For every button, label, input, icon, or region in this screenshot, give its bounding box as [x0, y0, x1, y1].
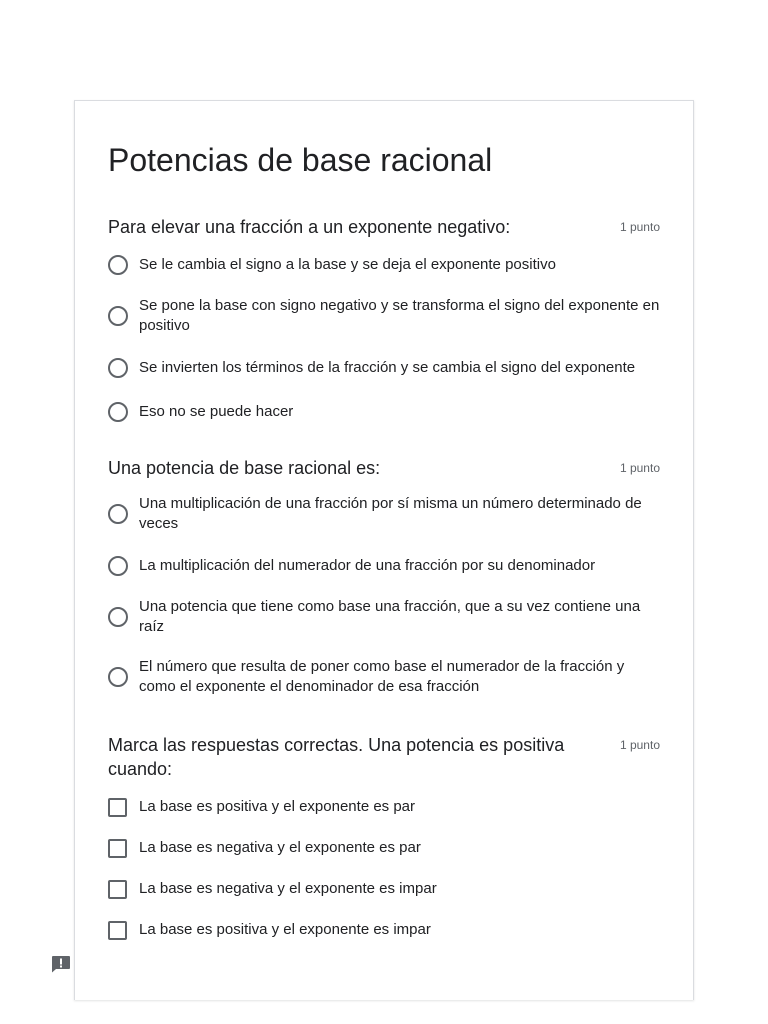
radio-option[interactable] [108, 494, 660, 534]
question-header [108, 733, 660, 781]
radio-option[interactable] [108, 597, 660, 637]
checkbox[interactable] [108, 880, 127, 899]
question-text: Una potencia de base racional es: [108, 458, 381, 478]
checkbox[interactable] [108, 839, 127, 858]
question-points: 1 punto [619, 461, 660, 475]
question-header [108, 456, 660, 480]
radio-button[interactable] [108, 402, 128, 422]
option-label: La base es negativa y el exponente es par [139, 839, 421, 856]
question-header [108, 215, 660, 239]
checkbox-option[interactable] [108, 838, 660, 858]
option-label: La multiplicación del numerador de una fracción por su denominador [139, 557, 596, 574]
question-3 [108, 733, 660, 940]
radio-button[interactable] [108, 358, 128, 378]
option-label: Eso no se puede hacer [139, 403, 294, 420]
checkbox-option[interactable] [108, 797, 660, 817]
option-label: Se le cambia el signo a la base y se deja el exponente positivo [139, 256, 556, 273]
radio-button[interactable] [108, 556, 128, 576]
option-label: Se invierten los términos de la fracción y se cambia el signo del exponente [139, 359, 636, 376]
feedback-icon[interactable] [51, 955, 71, 973]
checkbox-option[interactable] [108, 879, 660, 899]
radio-button[interactable] [108, 504, 128, 524]
form-title: Potencias de base racional [108, 142, 493, 178]
radio-option[interactable] [108, 556, 660, 576]
radio-option[interactable] [108, 358, 660, 378]
question-text: Marca las respuestas correctas. Una potencia es positiva cuando: [108, 735, 565, 779]
radio-button[interactable] [108, 306, 128, 326]
option-label: La base es positiva y el exponente es impar [139, 921, 431, 938]
question-points: 1 punto [619, 220, 660, 234]
checkbox-option[interactable] [108, 920, 660, 940]
option-label: Una potencia que tiene como base una fracción, que a su vez contiene una raíz [139, 598, 641, 635]
checkbox[interactable] [108, 798, 127, 817]
option-label: Una multiplicación de una fracción por sí misma un número determinado de veces [139, 495, 642, 532]
option-label: El número que resulta de poner como base el numerador de la fracción y como el exponente el denominador de esa fracción [139, 658, 625, 695]
option-label: La base es negativa y el exponente es impar [139, 880, 437, 897]
question-1 [108, 215, 660, 422]
question-points: 1 punto [619, 738, 660, 752]
question-text: Para elevar una fracción a un exponente negativo: [108, 217, 511, 237]
radio-button[interactable] [108, 607, 128, 627]
radio-button[interactable] [108, 255, 128, 275]
radio-button[interactable] [108, 667, 128, 687]
checkbox[interactable] [108, 921, 127, 940]
question-2 [108, 456, 660, 697]
radio-option[interactable] [108, 296, 660, 336]
radio-option[interactable] [108, 657, 660, 697]
radio-option[interactable] [108, 402, 660, 422]
option-label: La base es positiva y el exponente es par [139, 798, 416, 815]
option-label: Se pone la base con signo negativo y se transforma el signo del exponente en positivo [139, 297, 660, 334]
radio-option[interactable] [108, 255, 660, 275]
form-card [74, 100, 694, 1000]
